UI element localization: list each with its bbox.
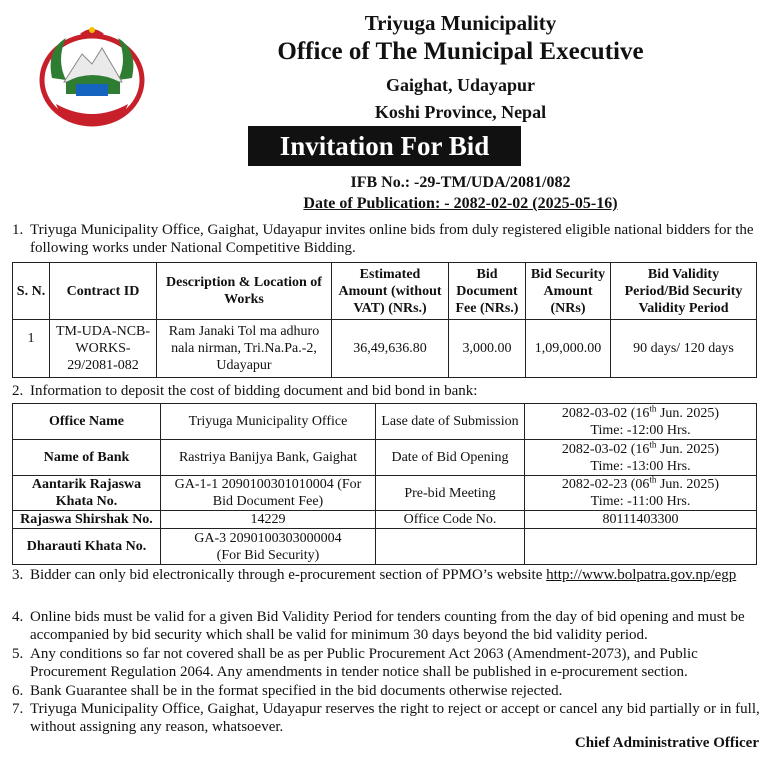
table-row: Office Name Triyuga Municipality Office Lase date of Submission 2082-03-02 (16th Jun. 2025) Time: -12:00 Hrs.: [13, 404, 757, 440]
dharauti-value: GA-3 2090100303000004 (For Bid Security): [161, 529, 376, 565]
point-2: 2. Information to deposit the cost of bidding document and bid bond in bank:: [12, 383, 478, 399]
point-3: 3. Bidder can only bid electronically through e-procurement section of PPMO’s website http://www.bolpatra.gov.np/egp: [12, 567, 737, 583]
point-6: 6. Bank Guarantee shall be in the format specified in the bid documents otherwise rejected.: [12, 683, 563, 699]
office-province: Koshi Province, Nepal: [374, 102, 547, 122]
ifb-number: IFB No.: -29-TM/UDA/2081/082: [350, 174, 571, 191]
publication-date: Date of Publication: - 2082-02-02 (2025-05-16): [303, 195, 618, 212]
works-table: [12, 262, 757, 378]
invitation-banner: Invitation For Bid: [248, 126, 521, 166]
bank-info-table: [12, 403, 757, 565]
point-5: 5. Any conditions so far not covered shall be as per Public Procurement Act 2063 (Amendment-2073), and Public Procurement Regulation 2064. Any amendments in tender notice shall be published in e-procurement section.: [12, 646, 698, 680]
works-table-header: S. N. Contract ID Description & Location of Works Estimated Amount (without VAT) (NRs.) Bid Document Fee (NRs.) Bid Security Amount (NRs) Bid Validity Period/Bid Security Validity Period: [13, 263, 757, 320]
municipality-name: Triyuga Municipality: [364, 11, 557, 35]
bolpatra-link[interactable]: http://www.bolpatra.gov.np/egp: [546, 567, 737, 583]
table-row: Dharauti Khata No. GA-3 2090100303000004 (For Bid Security): [13, 529, 757, 565]
point-7: 7. Triyuga Municipality Office, Gaighat, Udayapur reserves the right to reject or accept or cancel any bid partially or in full, without assigning any reason, whatsoever.: [12, 701, 760, 735]
table-row: Name of Bank Rastriya Banijya Bank, Gaighat Date of Bid Opening 2082-03-02 (16th Jun. 2025) Time: -13:00 Hrs.: [13, 440, 757, 476]
table-row: Aantarik Rajaswa Khata No. GA-1-1 2090100301010004 (For Bid Document Fee) Pre-bid Meeting 2082-02-23 (06th Jun. 2025) Time: -11:00 Hrs.: [13, 476, 757, 511]
nepal-emblem-logo: [36, 20, 148, 132]
point-4: 4. Online bids must be valid for a given Bid Validity Period for tenders counting from the day of bid opening and must be accompanied by bid security which shall be valid for minimum 30 days beyond the bid validity period.: [12, 609, 745, 643]
point-1: 1. Triyuga Municipality Office, Gaighat, Udayapur invites online bids from duly registered eligible national bidders for the following works under National Competitive Bidding.: [12, 222, 754, 256]
prebid-date-value: 2082-02-23 (06th Jun. 2025) Time: -11:00 Hrs.: [525, 476, 757, 511]
office-name: Office of The Municipal Executive: [277, 38, 644, 65]
office-address: Gaighat, Udayapur: [385, 75, 536, 95]
signature-title: Chief Administrative Officer: [574, 735, 759, 751]
opening-date-value: 2082-03-02 (16th Jun. 2025) Time: -13:00 Hrs.: [525, 440, 757, 476]
last-date-value: 2082-03-02 (16th Jun. 2025) Time: -12:00 Hrs.: [525, 404, 757, 440]
letterhead: [150, 10, 771, 124]
table-row: Rajaswa Shirshak No. 14229 Office Code No. 80111403300: [13, 511, 757, 529]
table-row: 1 TM-UDA-NCB-WORKS-29/2081-082 Ram Janaki Tol ma adhuro nala nirman, Tri.Na.Pa.-2, Udayapur 36,49,636.80 3,000.00 1,09,000.00 90 days/ 120 days: [13, 320, 757, 378]
